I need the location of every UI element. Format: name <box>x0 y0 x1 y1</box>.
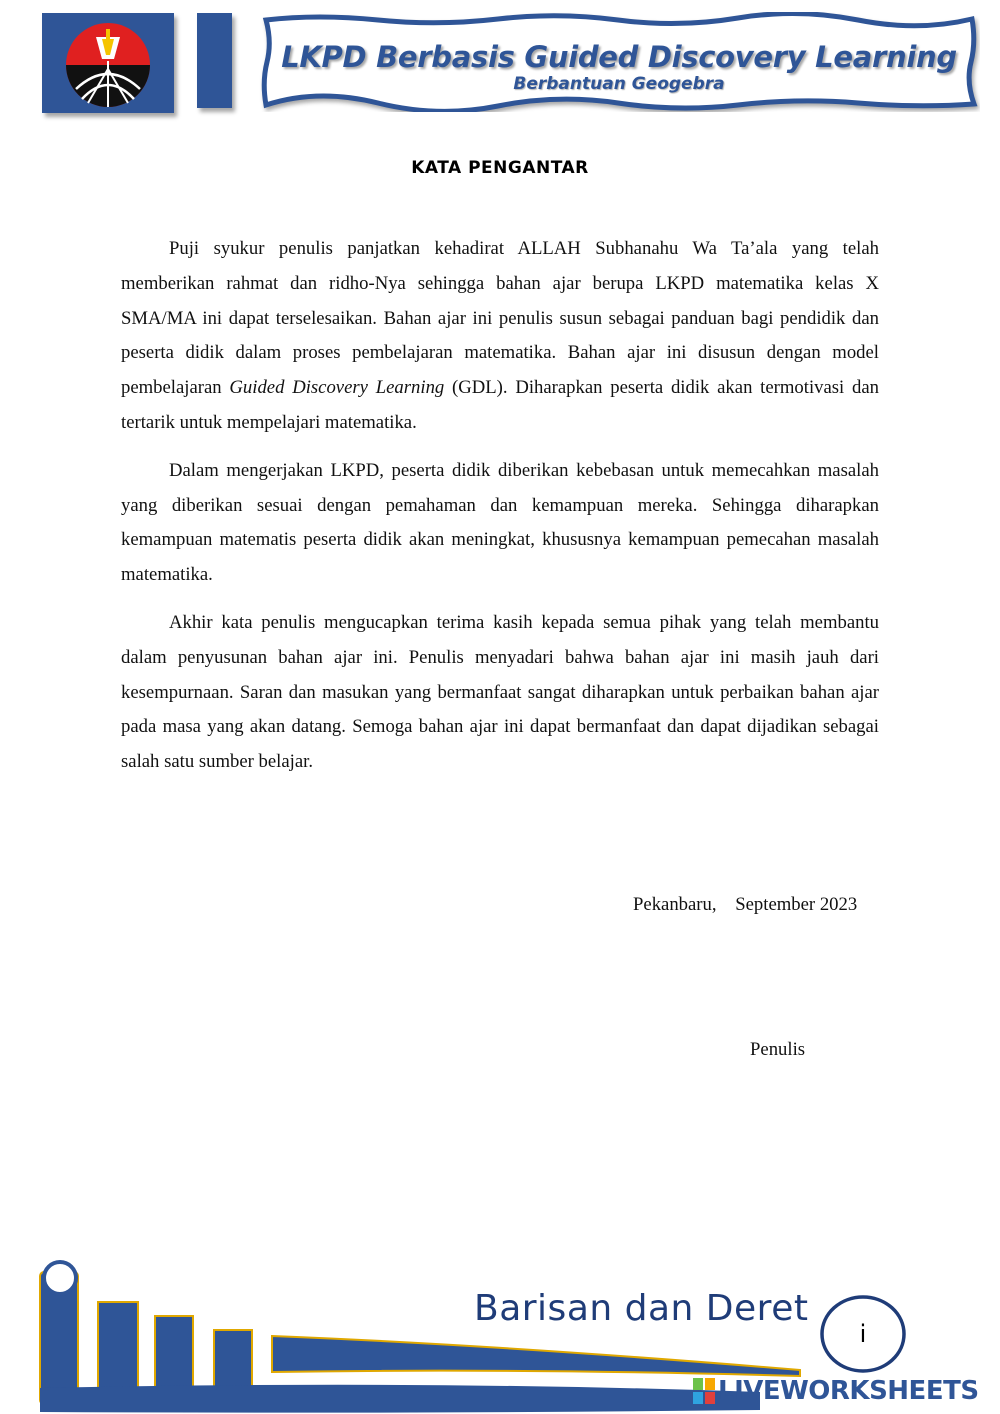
institution-logo <box>42 13 174 113</box>
footer-circle <box>44 1262 76 1294</box>
page-heading: KATA PENGANTAR <box>411 158 589 178</box>
paragraph-2: Dalam mengerjakan LKPD, peserta didik diberikan kebebasan untuk memecahkan masalah yang diberikan sesuai dengan pemahaman dan kemampuan mereka. Sehingga diharapkan kemampuan matematis peserta didik akan meningkat, khususnya kemampuan pemecahan masalah matematika. <box>121 459 879 586</box>
place-date: Pekanbaru, September 2023 <box>633 894 858 915</box>
footer-base-band <box>40 1385 760 1413</box>
foreword-body <box>121 232 879 793</box>
footer-wedge <box>272 1336 800 1376</box>
page-number: i <box>859 1320 867 1348</box>
header-accent-bar <box>197 13 232 108</box>
document-title: LKPD Berbasis Guided Discovery Learning <box>281 40 957 74</box>
paragraph-1 <box>121 232 879 441</box>
footer-bar-2 <box>98 1302 138 1398</box>
paragraph-1-italic-term: Guided Discovery Learning <box>229 377 445 399</box>
watermark-text: LIVEWORKSHEETS <box>718 1376 979 1406</box>
title-banner <box>258 12 980 112</box>
document-subtitle: Berbantuan Geogebra <box>513 74 725 94</box>
paragraph-3: Akhir kata penulis mengucapkan terima kasih kepada semua pihak yang telah membantu dalam penyusunan bahan ajar ini. Penulis menyadari bahwa bahan ajar ini masih jauh dari kesempurnaan. Saran dan masukan yang bermanfaat sangat diharapkan untuk perbaikan bahan ajar pada masa yang akan datang. Semoga bahan ajar ini dapat bermanfaat dan dapat dijadikan sebagai salah satu sumber belajar. <box>121 611 879 773</box>
paragraph-1-text-a: Puji syukur penulis panjatkan kehadirat ALLAH Subhanahu Wa Ta’ala yang telah memberikan rahmat dan ridho-Nya sehingga bahan ajar berupa LKPD matematika kelas X SMA/MA ini dapat terselesaikan. Bahan ajar ini penulis susun sebagai panduan bagi pendidik dan peserta didik dalam proses pembelajaran matematika. Bahan ajar ini disusun dengan model pembelajaran <box>121 238 879 399</box>
signer-label: Penulis <box>750 1039 806 1060</box>
university-emblem-icon <box>62 19 154 109</box>
liveworksheets-logo-icon <box>693 1378 715 1404</box>
paragraph-1-text-b: (GDL). Diharapkan peserta didik akan termotivasi dan tertarik untuk mempelajari matematika. <box>121 377 880 433</box>
liveworksheets-watermark <box>693 1374 979 1408</box>
subject-title: Barisan dan Deret <box>474 1288 809 1329</box>
